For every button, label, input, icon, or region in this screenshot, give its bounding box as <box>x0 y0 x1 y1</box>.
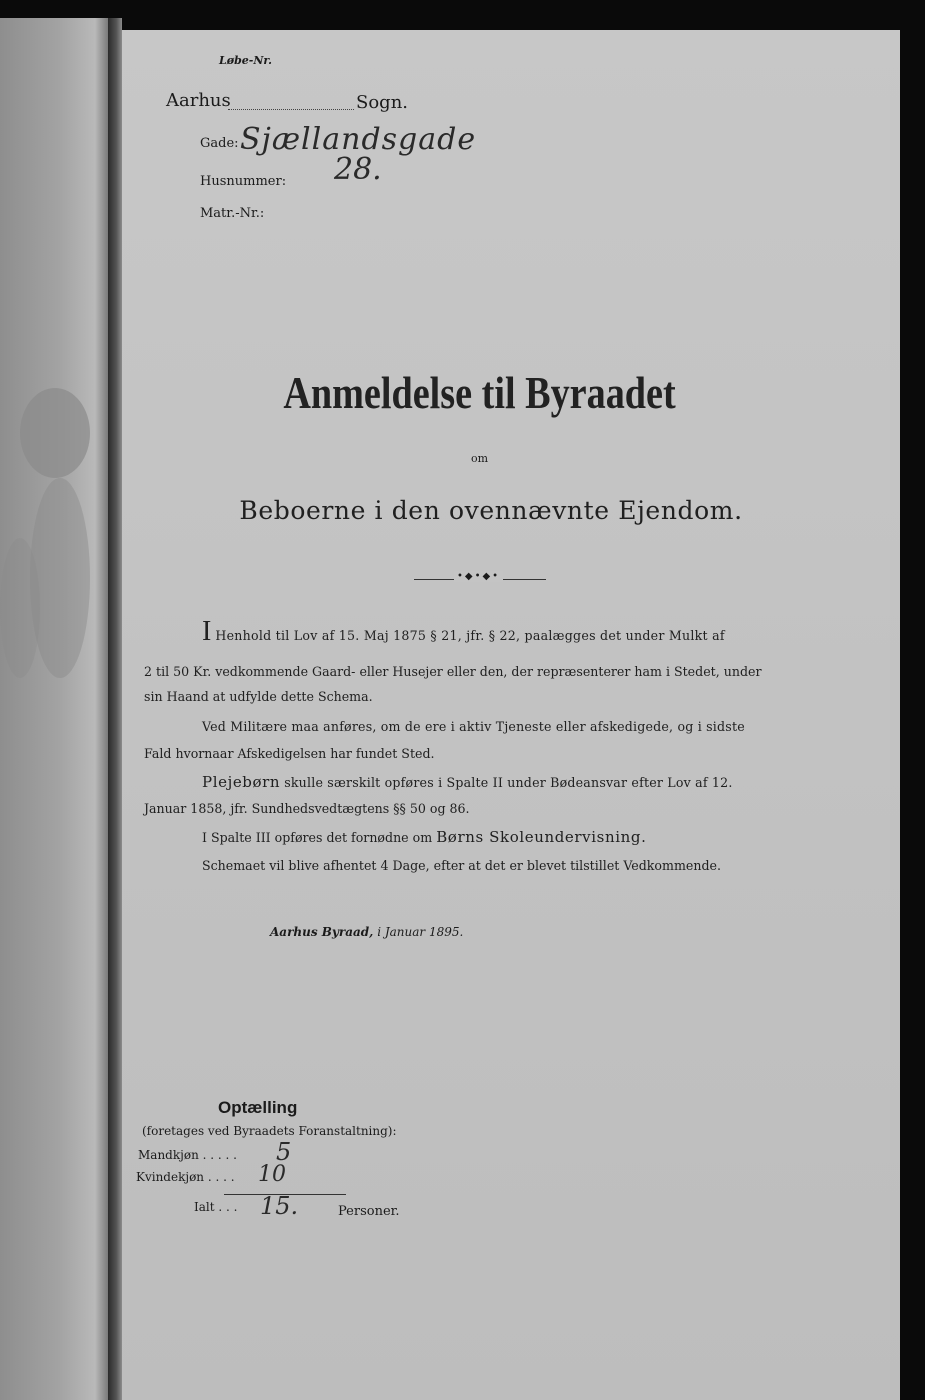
husnummer-label: Husnummer: <box>200 174 287 189</box>
ornament-dots-icon: •◆•◆• <box>454 571 503 582</box>
paragraph-3 <box>202 773 733 791</box>
matr-label: Matr.-Nr.: <box>200 206 265 221</box>
paragraph-1 <box>202 616 725 648</box>
p1-line1: Henhold til Lov af 15. Maj 1875 § 21, jfr. § 22, paalægges det under Mulkt af <box>215 628 725 643</box>
water-stain <box>0 538 40 678</box>
p2-line1: Ved Militære maa anføres, om de ere i aktiv Tjeneste eller afskedigede, og i sidste <box>202 719 745 734</box>
gade-value: Sjællandsgade <box>240 122 477 157</box>
ialt-label: Ialt . . . <box>194 1200 238 1214</box>
signature-org: Aarhus Byraad, <box>270 925 374 939</box>
mandkjon-label: Mandkjøn . . . . . <box>138 1148 237 1162</box>
page-subtitle: Beboerne i den ovennævnte Ejendom. <box>239 496 743 525</box>
water-stain <box>30 478 90 678</box>
p3-line2: Januar 1858, jfr. Sundhedsvedtægtens §§ 50 og 86. <box>144 801 470 816</box>
personer-label: Personer. <box>338 1204 400 1219</box>
gade-label: Gade: <box>200 136 239 151</box>
kvindekjon-label: Kvindekjøn . . . . <box>136 1170 235 1184</box>
p5-text: Schemaet vil blive afhentet 4 Dage, efter at det er blevet tilstillet Vedkommende. <box>202 858 721 873</box>
left-facing-page <box>0 18 108 1400</box>
page-title: Anmeldelse til Byraadet <box>283 367 676 418</box>
document-page <box>122 30 900 1400</box>
p2-line2: Fald hvornaar Afskedigelsen har fundet Sted. <box>144 746 435 761</box>
signature-date: i Januar 1895. <box>377 925 464 939</box>
p4-text: I Spalte III opføres det fornødne om <box>202 830 433 845</box>
drop-initial: I <box>202 616 212 647</box>
paragraph-4 <box>202 828 646 846</box>
ialt-value: 15. <box>260 1192 299 1220</box>
born-skole-emphasis: Børns Skoleundervisning. <box>436 828 647 846</box>
p3-line1: skulle særskilt opføres i Spalte II under Bødeansvar efter Lov af 12. <box>284 775 733 790</box>
lobe-nr-label: Løbe-Nr. <box>219 54 272 67</box>
signature-line <box>270 925 463 939</box>
title-om: om <box>470 452 489 465</box>
count-note: (foretages ved Byraadets Foranstaltning): <box>142 1124 397 1138</box>
count-title: Optælling <box>218 1098 298 1117</box>
book-gutter <box>108 18 122 1400</box>
kvindekjon-value: 10 <box>258 1162 286 1187</box>
plejeborn-emphasis: Plejebørn <box>202 773 281 791</box>
p1-line2: 2 til 50 Kr. vedkommende Gaard- eller Husejer eller den, der repræsenterer ham i Stedet, under <box>144 664 762 679</box>
water-stain <box>20 388 90 478</box>
mandkjon-value: 5 <box>276 1138 292 1166</box>
sogn-label: Sogn. <box>356 92 409 113</box>
sogn-dotted-line <box>228 109 354 110</box>
p1-line3: sin Haand at udfylde dette Schema. <box>144 689 373 704</box>
husnummer-value: 28. <box>334 152 382 187</box>
aarhus-label: Aarhus <box>166 90 231 111</box>
